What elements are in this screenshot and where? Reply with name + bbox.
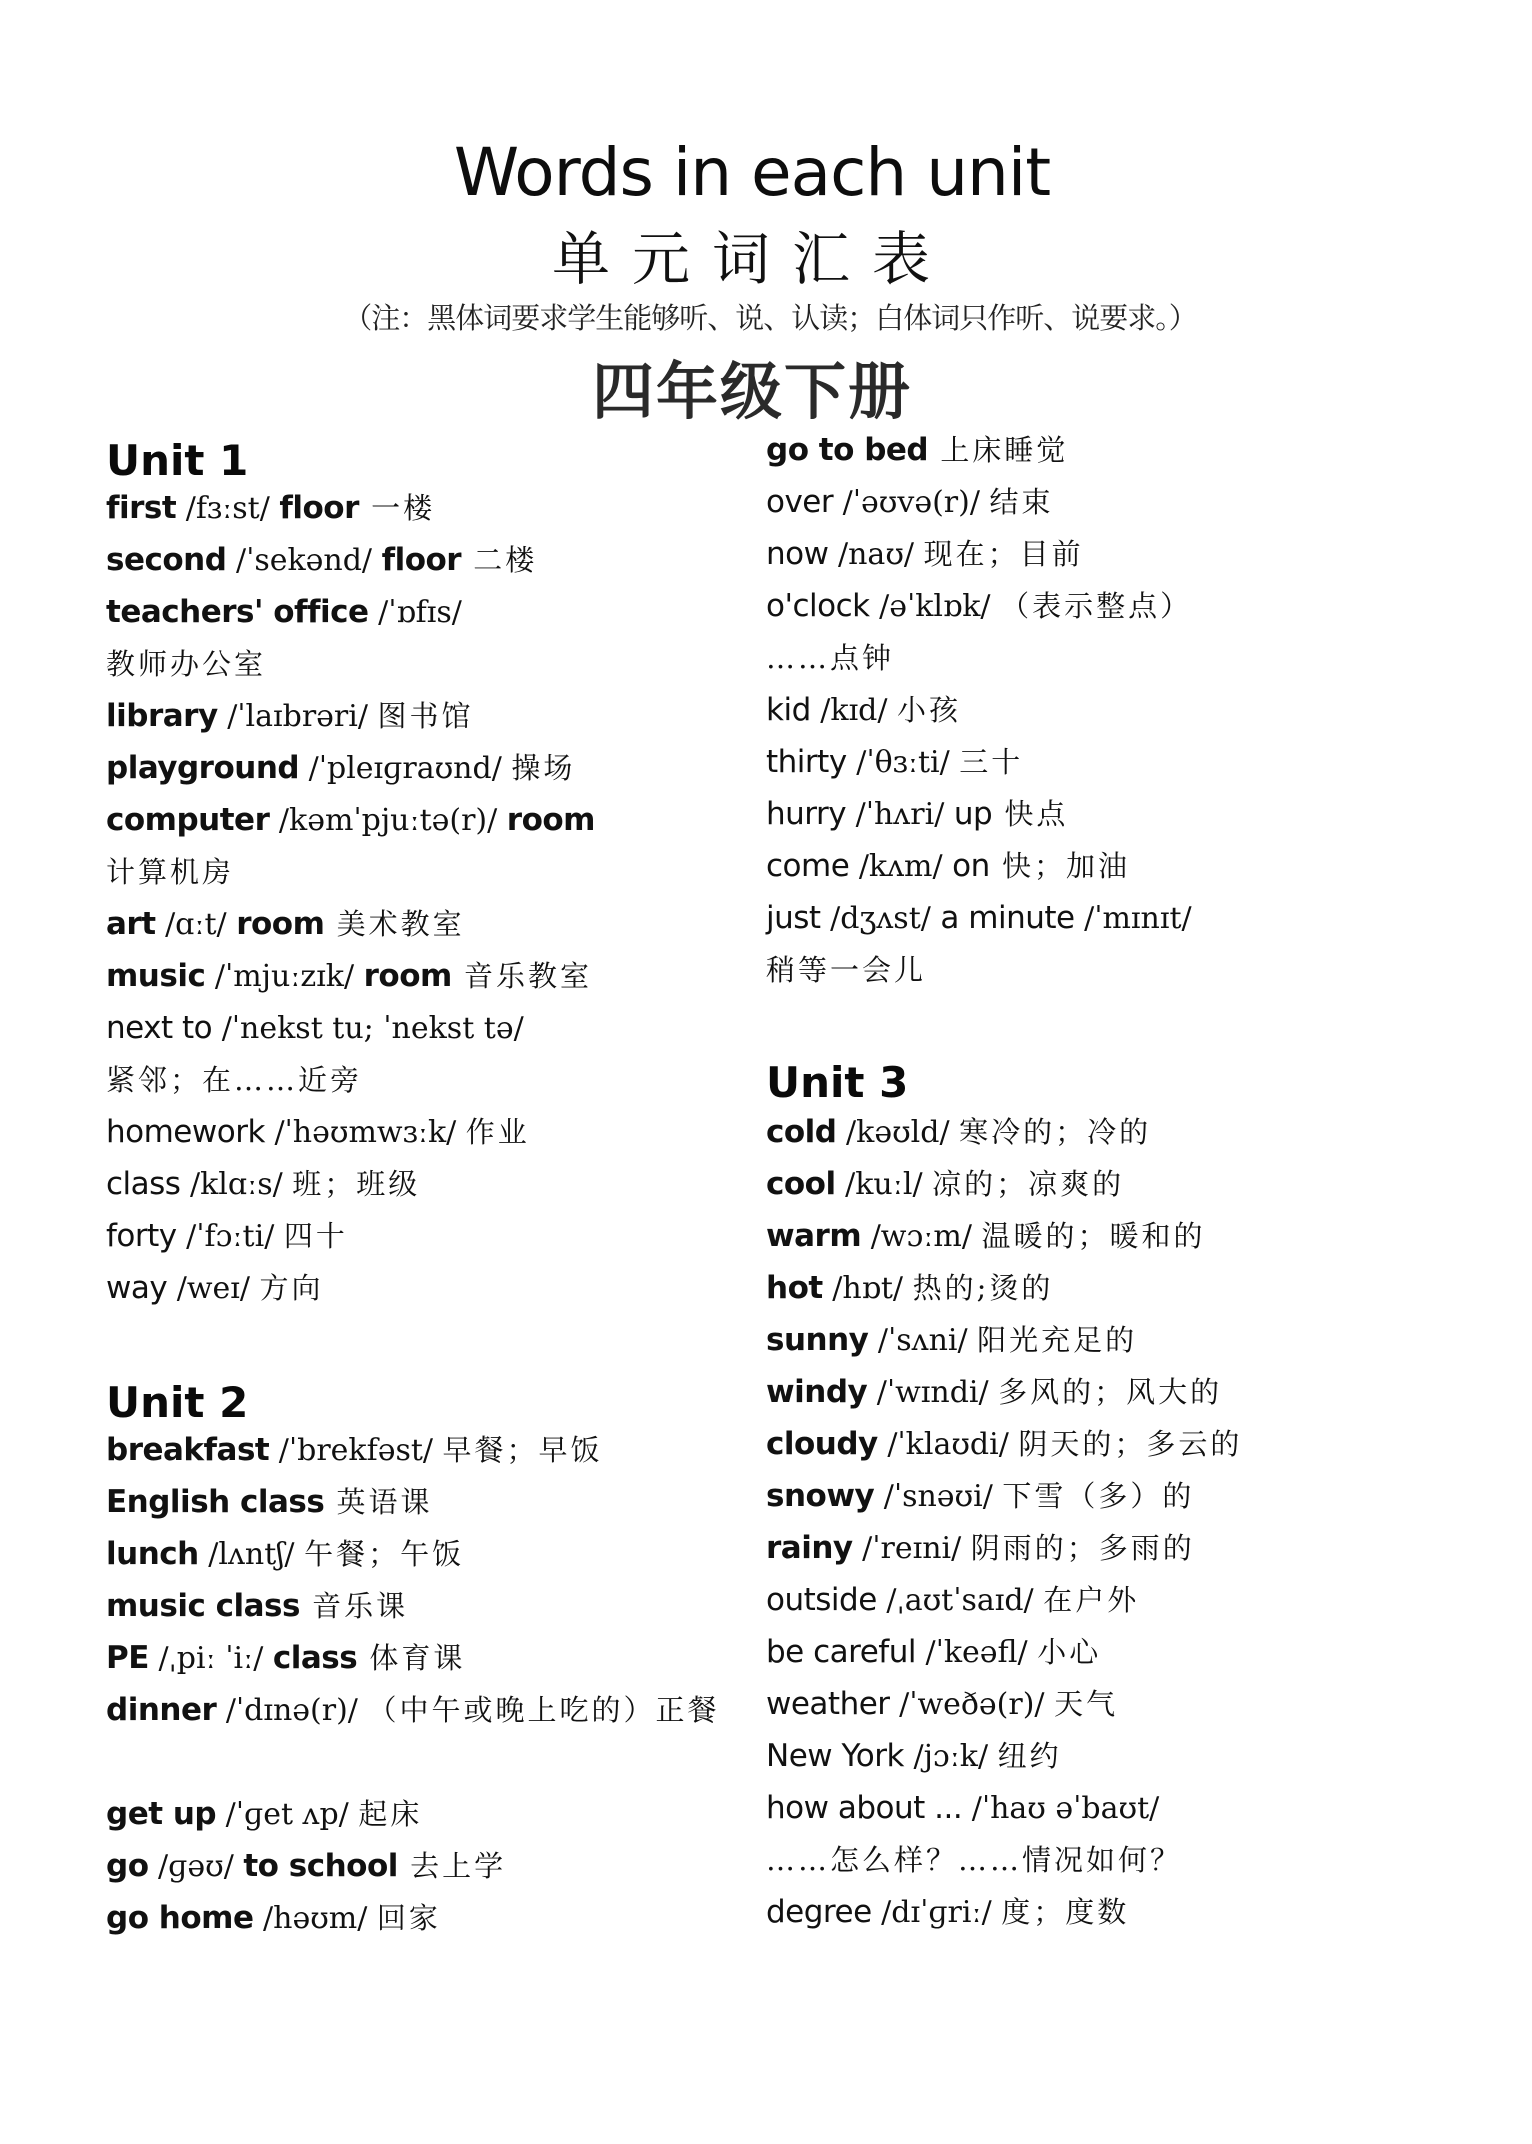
phonetic: /ˈhʌri/ <box>846 797 954 832</box>
regular-word: New York <box>766 1738 904 1774</box>
phonetic: /ˈsekənd/ <box>226 543 382 578</box>
chinese-meaning: 现在；目前 <box>923 537 1084 571</box>
vocab-entry <box>766 534 1084 575</box>
bold-word: go to bed <box>766 432 929 468</box>
vocab-entry <box>106 1482 433 1522</box>
chinese-meaning: 一楼 <box>358 491 436 525</box>
phonetic: /ˈmjuːzɪk/ <box>205 959 364 994</box>
bold-word: go <box>106 1848 149 1884</box>
chinese-meaning: 纽约 <box>997 1739 1062 1773</box>
vocab-entry <box>766 846 1130 887</box>
chinese-meaning: 天气 <box>1054 1687 1119 1721</box>
phonetic: /ˈɡet ʌp/ <box>216 1797 359 1832</box>
phonetic: /jɔːk/ <box>903 1739 998 1774</box>
regular-word: way <box>106 1270 168 1306</box>
phonetic: /dʒʌst/ <box>820 901 941 936</box>
phonetic: /weɪ/ <box>167 1271 260 1306</box>
vocab-entry <box>766 898 1192 939</box>
phonetic: /kəʊld/ <box>836 1115 960 1150</box>
bold-word: computer <box>106 802 270 838</box>
vocab-entry <box>766 1528 1195 1569</box>
regular-word: outside <box>766 1582 877 1618</box>
phonetic: /kuːl/ <box>835 1167 933 1202</box>
vocab-entry <box>106 904 465 945</box>
vocab-entry <box>106 1794 422 1835</box>
vocab-entry <box>106 644 266 684</box>
phonetic: /ˈhəʊmwɜːk/ <box>264 1115 466 1150</box>
phonetic: /fɜːst/ <box>176 491 280 526</box>
page-subtitle-chinese: 单元词汇表 <box>551 225 952 293</box>
phonetic: /ˈsʌni/ <box>868 1323 978 1358</box>
regular-word: next to <box>106 1010 213 1046</box>
phonetic: /ˈnekst tu; ˈnekst tə/ <box>212 1011 524 1046</box>
chinese-meaning: 回家 <box>376 1901 441 1935</box>
bold-word: room <box>506 802 595 838</box>
bold-word: go home <box>106 1900 254 1936</box>
bold-word: teachers' office <box>106 594 369 630</box>
chinese-meaning: 四十 <box>283 1219 348 1253</box>
chinese-meaning: 二楼 <box>461 543 538 577</box>
chinese-meaning: ……怎么样？……情况如何？ <box>766 1843 1183 1877</box>
unit-heading: Unit 2 <box>106 1378 249 1427</box>
bold-word: dinner <box>106 1692 217 1728</box>
phonetic: /kʌm/ <box>849 849 953 884</box>
vocab-entry <box>766 1892 1129 1933</box>
phonetic: /ˈkeəfl/ <box>915 1635 1038 1670</box>
unit-heading: Unit 1 <box>106 436 249 485</box>
bold-word: floor <box>279 490 359 526</box>
regular-word: be careful <box>766 1634 916 1670</box>
bold-word: library <box>106 698 218 734</box>
grade-label: 四年级下册 <box>591 355 912 428</box>
vocab-entry <box>766 1216 1206 1257</box>
vocab-entry <box>106 1268 324 1309</box>
phonetic: /ˈdɪnə(r)/ <box>216 1693 368 1728</box>
vocab-entry <box>106 1690 719 1731</box>
phonetic: /ˌpiː ˈiː/ <box>148 1641 273 1676</box>
chinese-meaning: 阳光充足的 <box>977 1323 1138 1357</box>
chinese-meaning: 早餐；早饭 <box>442 1433 603 1467</box>
bold-word: get up <box>106 1796 217 1832</box>
usage-note: （注：黑体词要求学生能够听、说、认读；白体词只作听、说要求。） <box>343 301 1197 335</box>
vocab-entry <box>766 1840 1182 1880</box>
bold-word: music class <box>106 1588 300 1624</box>
regular-word: up <box>953 796 993 832</box>
vocab-entry <box>766 1684 1118 1725</box>
vocab-entry <box>766 1788 1159 1829</box>
chinese-meaning: 凉的；凉爽的 <box>932 1167 1125 1201</box>
regular-word: come <box>766 848 850 884</box>
regular-word: on <box>952 848 990 884</box>
phonetic: /naʊ/ <box>828 537 924 572</box>
vocab-entry <box>106 956 592 997</box>
bold-word: sunny <box>766 1322 869 1358</box>
phonetic: /ˈreɪni/ <box>852 1531 971 1566</box>
chinese-meaning: 结束 <box>989 485 1054 519</box>
chinese-meaning: 班；班级 <box>292 1167 421 1201</box>
bold-word: warm <box>766 1218 862 1254</box>
phonetic: /wɔːm/ <box>861 1219 982 1254</box>
bold-word: cloudy <box>766 1426 878 1462</box>
vocab-entry <box>766 1476 1194 1517</box>
phonetic: /ˈweðə(r)/ <box>889 1687 1055 1722</box>
chinese-meaning: 阴雨的；多雨的 <box>970 1531 1195 1565</box>
bold-word: cold <box>766 1114 837 1150</box>
phonetic: /kəmˈpjuːtə(r)/ <box>269 803 507 838</box>
bold-word: rainy <box>766 1530 853 1566</box>
vocab-entry <box>766 482 1054 523</box>
chinese-meaning: 作业 <box>465 1115 530 1149</box>
vocab-entry <box>766 1164 1124 1205</box>
bold-word: hot <box>766 1270 823 1306</box>
chinese-meaning: 三十 <box>959 745 1024 779</box>
phonetic: /əˈklɒk/ <box>869 589 1001 624</box>
vocab-entry <box>766 1268 1053 1309</box>
vocab-entry <box>106 592 462 633</box>
chinese-meaning: 阴天的；多云的 <box>1018 1427 1243 1461</box>
page-title: Words in each unit <box>453 134 1051 211</box>
regular-word: class <box>106 1166 181 1202</box>
chinese-meaning: 快；加油 <box>989 849 1130 883</box>
vocab-entry <box>106 488 435 529</box>
vocab-entry <box>766 742 1023 783</box>
bold-word: art <box>106 906 156 942</box>
phonetic: /ɡəʊ/ <box>148 1849 244 1884</box>
vocab-entry <box>766 1580 1139 1621</box>
chinese-meaning: 音乐教室 <box>451 959 593 993</box>
chinese-meaning: 紧邻；在……近旁 <box>106 1063 363 1097</box>
phonetic: /klɑːs/ <box>180 1167 293 1202</box>
vocab-entry <box>106 1008 524 1049</box>
unit-heading: Unit 3 <box>766 1058 909 1107</box>
chinese-meaning: 美术教室 <box>324 907 465 941</box>
bold-word: playground <box>106 750 300 786</box>
phonetic: /hɒt/ <box>822 1271 913 1306</box>
bold-word: cool <box>766 1166 836 1202</box>
regular-word: now <box>766 536 829 572</box>
chinese-meaning: 温暖的；暖和的 <box>981 1219 1206 1253</box>
phonetic: /ˈlaɪbrəri/ <box>217 699 378 734</box>
vocab-entry <box>766 1736 1062 1777</box>
vocab-entry <box>766 1424 1242 1465</box>
chinese-meaning: 寒冷的；冷的 <box>959 1115 1152 1149</box>
regular-word: thirty <box>766 744 847 780</box>
chinese-meaning: 度；度数 <box>1001 1895 1130 1929</box>
phonetic: /ˌaʊtˈsaɪd/ <box>876 1583 1044 1618</box>
chinese-meaning: 在户外 <box>1043 1583 1140 1617</box>
bold-word: floor <box>381 542 462 578</box>
phonetic: /ˈəʊvə(r)/ <box>833 485 990 520</box>
bold-word: room <box>363 958 452 994</box>
bold-word: class <box>272 1640 358 1676</box>
regular-word: how about ... <box>766 1790 963 1826</box>
phonetic: /ˈhaʊ əˈbaʊt/ <box>962 1791 1160 1826</box>
chinese-meaning: 计算机房 <box>106 855 235 889</box>
bold-word: first <box>106 490 177 526</box>
chinese-meaning: 上床睡觉 <box>928 433 1069 467</box>
phonetic: /ˈklaʊdi/ <box>877 1427 1019 1462</box>
bold-word: PE <box>106 1640 149 1676</box>
regular-word: homework <box>106 1114 265 1150</box>
regular-word: o'clock <box>766 588 870 624</box>
vocab-entry <box>106 748 575 789</box>
regular-word: over <box>766 484 834 520</box>
vocab-entry <box>766 638 894 678</box>
phonetic: /ˈbrekfəst/ <box>269 1433 443 1468</box>
vocab-entry <box>106 540 537 581</box>
vocab-entry <box>106 1586 408 1626</box>
bold-word: to school <box>243 1848 398 1884</box>
vocab-entry <box>106 1898 441 1939</box>
phonetic: /ɑːt/ <box>155 907 237 942</box>
vocab-entry <box>766 1112 1151 1153</box>
chinese-meaning: 热的;烫的 <box>912 1271 1054 1305</box>
vocab-entry <box>766 794 1068 835</box>
bold-word: windy <box>766 1374 868 1410</box>
vocab-entry <box>106 1060 362 1100</box>
regular-word: just <box>766 900 821 936</box>
phonetic: /həʊm/ <box>253 1901 377 1936</box>
chinese-meaning: 去上学 <box>397 1849 507 1883</box>
chinese-meaning: 稍等一会儿 <box>766 953 927 987</box>
chinese-meaning: 小心 <box>1037 1635 1102 1669</box>
vocab-entry <box>106 1638 465 1679</box>
chinese-meaning: 教师办公室 <box>106 647 267 681</box>
bold-word: snowy <box>766 1478 875 1514</box>
vocab-entry <box>106 1164 420 1205</box>
chinese-meaning: （表示整点） <box>1000 589 1193 623</box>
vocab-entry <box>766 430 1068 470</box>
chinese-meaning: 多风的；风大的 <box>998 1375 1223 1409</box>
phonetic: /ˈɒfɪs/ <box>368 595 462 630</box>
chinese-meaning: 操场 <box>511 751 576 785</box>
vocab-entry <box>766 1372 1222 1413</box>
chinese-meaning: 起床 <box>358 1797 423 1831</box>
bold-word: English class <box>106 1484 325 1520</box>
bold-word: lunch <box>106 1536 199 1572</box>
chinese-meaning: 音乐课 <box>299 1589 409 1623</box>
phonetic: /ˈsnəʊi/ <box>874 1479 1003 1514</box>
chinese-meaning: 体育课 <box>357 1641 466 1675</box>
vocab-entry <box>766 1632 1101 1673</box>
vocab-entry <box>106 1430 603 1471</box>
phonetic: /lʌntʃ/ <box>198 1537 305 1572</box>
bold-word: breakfast <box>106 1432 270 1468</box>
chinese-meaning: ……点钟 <box>766 641 895 675</box>
regular-word: weather <box>766 1686 890 1722</box>
phonetic: /ˈpleɪɡraʊnd/ <box>299 751 512 786</box>
vocab-entry <box>766 1320 1137 1361</box>
regular-word: degree <box>766 1894 872 1930</box>
chinese-meaning: 方向 <box>259 1271 324 1305</box>
chinese-meaning: 午餐；午饭 <box>304 1537 465 1571</box>
vocab-entry <box>106 1112 530 1153</box>
chinese-meaning: 英语课 <box>324 1485 433 1519</box>
phonetic: /ˈwɪndi/ <box>867 1375 999 1410</box>
bold-word: music <box>106 958 206 994</box>
phonetic: /kɪd/ <box>810 693 898 728</box>
regular-word: forty <box>106 1218 177 1254</box>
chinese-meaning: 下雪（多）的 <box>1002 1479 1195 1513</box>
chinese-meaning: 小孩 <box>897 693 962 727</box>
regular-word: hurry <box>766 796 847 832</box>
vocab-entry <box>106 800 595 841</box>
vocab-entry <box>106 1846 506 1887</box>
bold-word: second <box>106 542 227 578</box>
regular-word: kid <box>766 692 811 728</box>
regular-word: a minute <box>940 900 1075 936</box>
phonetic: /dɪˈɡriː/ <box>871 1895 1002 1930</box>
vocab-entry <box>106 696 474 737</box>
bold-word: room <box>236 906 325 942</box>
vocab-entry <box>766 950 926 990</box>
phonetic: /ˈfɔːti/ <box>176 1219 284 1254</box>
chinese-meaning: （中午或晚上吃的）正餐 <box>367 1693 720 1727</box>
vocab-entry <box>766 586 1192 627</box>
vocab-entry <box>766 690 961 731</box>
vocab-entry <box>106 1216 348 1257</box>
chinese-meaning: 快点 <box>992 797 1069 831</box>
phonetic: /ˈθɜːti/ <box>846 745 960 780</box>
chinese-meaning: 图书馆 <box>377 699 474 733</box>
vocab-entry <box>106 852 234 892</box>
phonetic: /ˈmɪnɪt/ <box>1074 901 1192 936</box>
vocab-entry <box>106 1534 464 1575</box>
